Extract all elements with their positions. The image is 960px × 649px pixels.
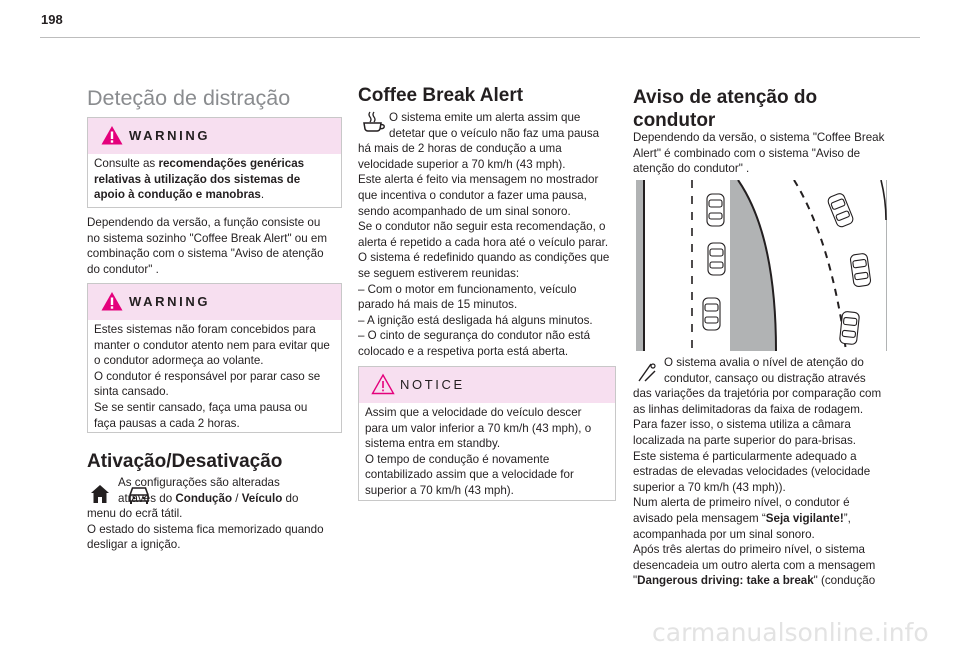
text-line xyxy=(633,511,895,527)
bold-text: Dangerous driving: take a break xyxy=(637,574,814,588)
text-run: do xyxy=(282,491,299,505)
text-line: velocidade superior a 70 km/h (43 mph). xyxy=(358,157,566,171)
text-line: faça pausas a cada 2 horas. xyxy=(94,416,240,430)
text-line xyxy=(94,172,335,188)
section-title-distraction: Deteção de distração xyxy=(87,86,291,110)
text-run: estradas de elevadas velocidades (velocidade xyxy=(633,465,871,479)
car-top-icon xyxy=(703,298,720,330)
text-line: parado há mais de 15 minutos. xyxy=(358,298,518,312)
notice-label: NOTICE xyxy=(400,377,465,392)
bold-text: relativas à utilização dos sistemas de xyxy=(94,172,301,186)
warning-box-1 xyxy=(87,117,342,208)
text-line xyxy=(633,386,895,402)
warning-label: WARNING xyxy=(129,294,211,309)
text-line: alerta é repetido a cada hora até o veículo parar. xyxy=(358,235,609,249)
bold-text: recomendações genéricas xyxy=(158,157,305,170)
text-run: superior a 70 km/h (43 mph)). xyxy=(633,480,786,494)
driver-attention-intro xyxy=(633,130,884,177)
text-run: ”, xyxy=(843,511,851,525)
text-line xyxy=(633,402,895,418)
text-line xyxy=(633,527,895,543)
text-line: que incentiva o condutor a fazer uma pausa, xyxy=(358,188,587,202)
car-top-icon xyxy=(839,311,859,345)
text-run: O estado do sistema fica memorizado quando xyxy=(87,522,324,536)
text-line: colocado e a respetiva porta está aberta. xyxy=(358,344,569,358)
notice-triangle-icon xyxy=(371,373,395,395)
text-run: O sistema avalia o nível de atenção do xyxy=(664,356,864,369)
text-line xyxy=(94,187,335,203)
text-line xyxy=(87,537,347,553)
activation-text xyxy=(87,475,347,553)
text-line: Se o condutor não seguir esta recomendação, o xyxy=(358,220,606,234)
text-run: através do xyxy=(118,491,176,505)
text-run: acompanhada por um sinal sonoro. xyxy=(633,527,815,541)
text-run: Num alerta de primeiro nível, o condutor é xyxy=(633,496,850,510)
warning-header xyxy=(88,118,341,154)
text-run: . xyxy=(260,188,265,202)
coffee-break-text xyxy=(358,110,620,360)
text-line xyxy=(633,573,895,589)
car-top-icon xyxy=(850,253,871,287)
text-line: – O cinto de segurança do condutor não está xyxy=(358,329,591,343)
text-line: Estes sistemas não foram concebidos para xyxy=(94,323,316,336)
text-line xyxy=(633,542,895,558)
text-run: Este sistema é particularmente adequado a xyxy=(633,449,857,463)
text-line: O tempo de condução é novamente xyxy=(365,452,550,466)
warning-box-2 xyxy=(87,283,342,433)
text-line xyxy=(87,475,347,491)
bold-text: apoio à condução e manobras xyxy=(94,188,261,202)
text-line: sistema entra em standby. xyxy=(365,437,501,451)
text-line xyxy=(633,558,895,574)
text-line xyxy=(633,355,895,371)
text-run: localizada na parte superior do para-brisas. xyxy=(633,433,856,447)
text-run: desencadeia um outro alerta com a mensagem xyxy=(633,558,876,572)
text-line: sendo acompanhado de um sinal sonoro. xyxy=(358,204,571,218)
warning-triangle-icon xyxy=(100,124,124,146)
text-line: no sistema sozinho "Coffee Break Alert" ou em xyxy=(87,231,328,245)
text-line: contabilizado assim que a velocidade for xyxy=(365,468,574,482)
text-line: Alert" é combinado com o sistema "Aviso de xyxy=(633,146,861,160)
text-line: Dependendo da versão, o sistema "Coffee Break xyxy=(633,131,885,144)
text-run: das variações da trajetória por comparação com xyxy=(633,387,882,401)
text-line xyxy=(633,371,895,387)
text-line xyxy=(633,433,895,449)
text-line: superior a 70 km/h (43 mph). xyxy=(365,483,514,497)
intro-paragraph xyxy=(87,215,327,277)
text-line: O condutor é responsável por parar caso se xyxy=(94,369,321,383)
text-line: sinta cansado. xyxy=(94,385,169,399)
text-line: atenção do condutor" . xyxy=(633,162,750,176)
notice-header xyxy=(359,367,615,403)
text-line xyxy=(633,449,895,465)
text-line: Assim que a velocidade do veículo descer xyxy=(365,406,582,419)
text-line: do condutor" . xyxy=(87,262,159,276)
text-run: Consulte as xyxy=(94,157,159,170)
driver-attention-text xyxy=(633,355,895,589)
text-line: detetar que o veículo não faz uma pausa xyxy=(389,126,600,140)
section-title-activation: Ativação/Desativação xyxy=(87,451,283,472)
section-title-driver-attention xyxy=(633,86,817,132)
text-line: Este alerta é feito via mensagem no mostrador xyxy=(358,173,599,187)
text-run: / xyxy=(232,491,242,505)
page-number: 198 xyxy=(41,12,63,27)
title-line: Aviso de atenção do xyxy=(633,87,818,108)
warning-2-text xyxy=(94,322,335,431)
text-line: Dependendo da versão, a função consiste ou xyxy=(87,216,321,229)
title-line: condutor xyxy=(633,110,716,131)
text-line xyxy=(87,522,347,538)
text-line: – Com o motor em funcionamento, veículo xyxy=(358,282,577,296)
text-line xyxy=(94,156,335,172)
section-title-coffee-break: Coffee Break Alert xyxy=(358,85,524,106)
text-line: O sistema é redefinido quando as condições que xyxy=(358,251,610,265)
text-line: Se se sentir cansado, faça uma pausa ou xyxy=(94,400,308,414)
warning-label: WARNING xyxy=(129,128,211,143)
car-top-icon xyxy=(708,243,725,275)
text-line: para um valor inferior a 70 km/h (43 mph), o xyxy=(365,421,592,435)
watermark: carmanualsonline.info xyxy=(652,618,929,647)
text-line: há mais de 2 horas de condução a uma xyxy=(358,142,562,156)
text-run: Para fazer isso, o sistema utiliza a câmara xyxy=(633,418,851,432)
text-line xyxy=(87,506,347,522)
text-line: se seguem estiverem reunidas: xyxy=(358,266,520,280)
text-run: avisado pela mensagem “ xyxy=(633,511,766,525)
text-line xyxy=(633,495,895,511)
text-run: " (condução xyxy=(813,574,876,588)
notice-box xyxy=(358,366,616,501)
text-run: as linhas delimitadoras da faixa de rodagem. xyxy=(633,402,864,416)
warning-header xyxy=(88,284,341,320)
text-run: As configurações são alteradas xyxy=(118,476,280,489)
bold-text: Veículo xyxy=(241,491,283,505)
lane-departure-illustration xyxy=(636,180,887,351)
top-divider xyxy=(40,37,920,38)
text-line: combinação com o sistema "Aviso de atenção xyxy=(87,247,324,261)
car-top-icon xyxy=(707,194,724,226)
text-run: Após três alertas do primeiro nível, o sistema xyxy=(633,543,865,557)
text-run: " xyxy=(633,574,638,588)
warning-1-text xyxy=(94,156,335,203)
bold-text: Condução xyxy=(175,491,233,505)
text-line: O sistema emite um alerta assim que xyxy=(389,111,581,124)
text-line xyxy=(87,491,347,507)
text-line xyxy=(633,464,895,480)
warning-triangle-icon xyxy=(100,290,124,312)
text-line xyxy=(633,480,895,496)
text-run: menu do ecrã tátil. xyxy=(87,507,183,521)
text-line: manter o condutor atento nem para evitar que xyxy=(94,338,330,352)
bold-text: Seja vigilante! xyxy=(765,511,844,525)
text-run: condutor, cansaço ou distração através xyxy=(664,371,866,385)
text-line: – A ignição está desligada há alguns minutos. xyxy=(358,313,593,327)
notice-text xyxy=(365,405,609,499)
text-line: o condutor adormeça ao volante. xyxy=(94,354,264,368)
text-run: desligar a ignição. xyxy=(87,538,181,552)
text-line xyxy=(633,417,895,433)
